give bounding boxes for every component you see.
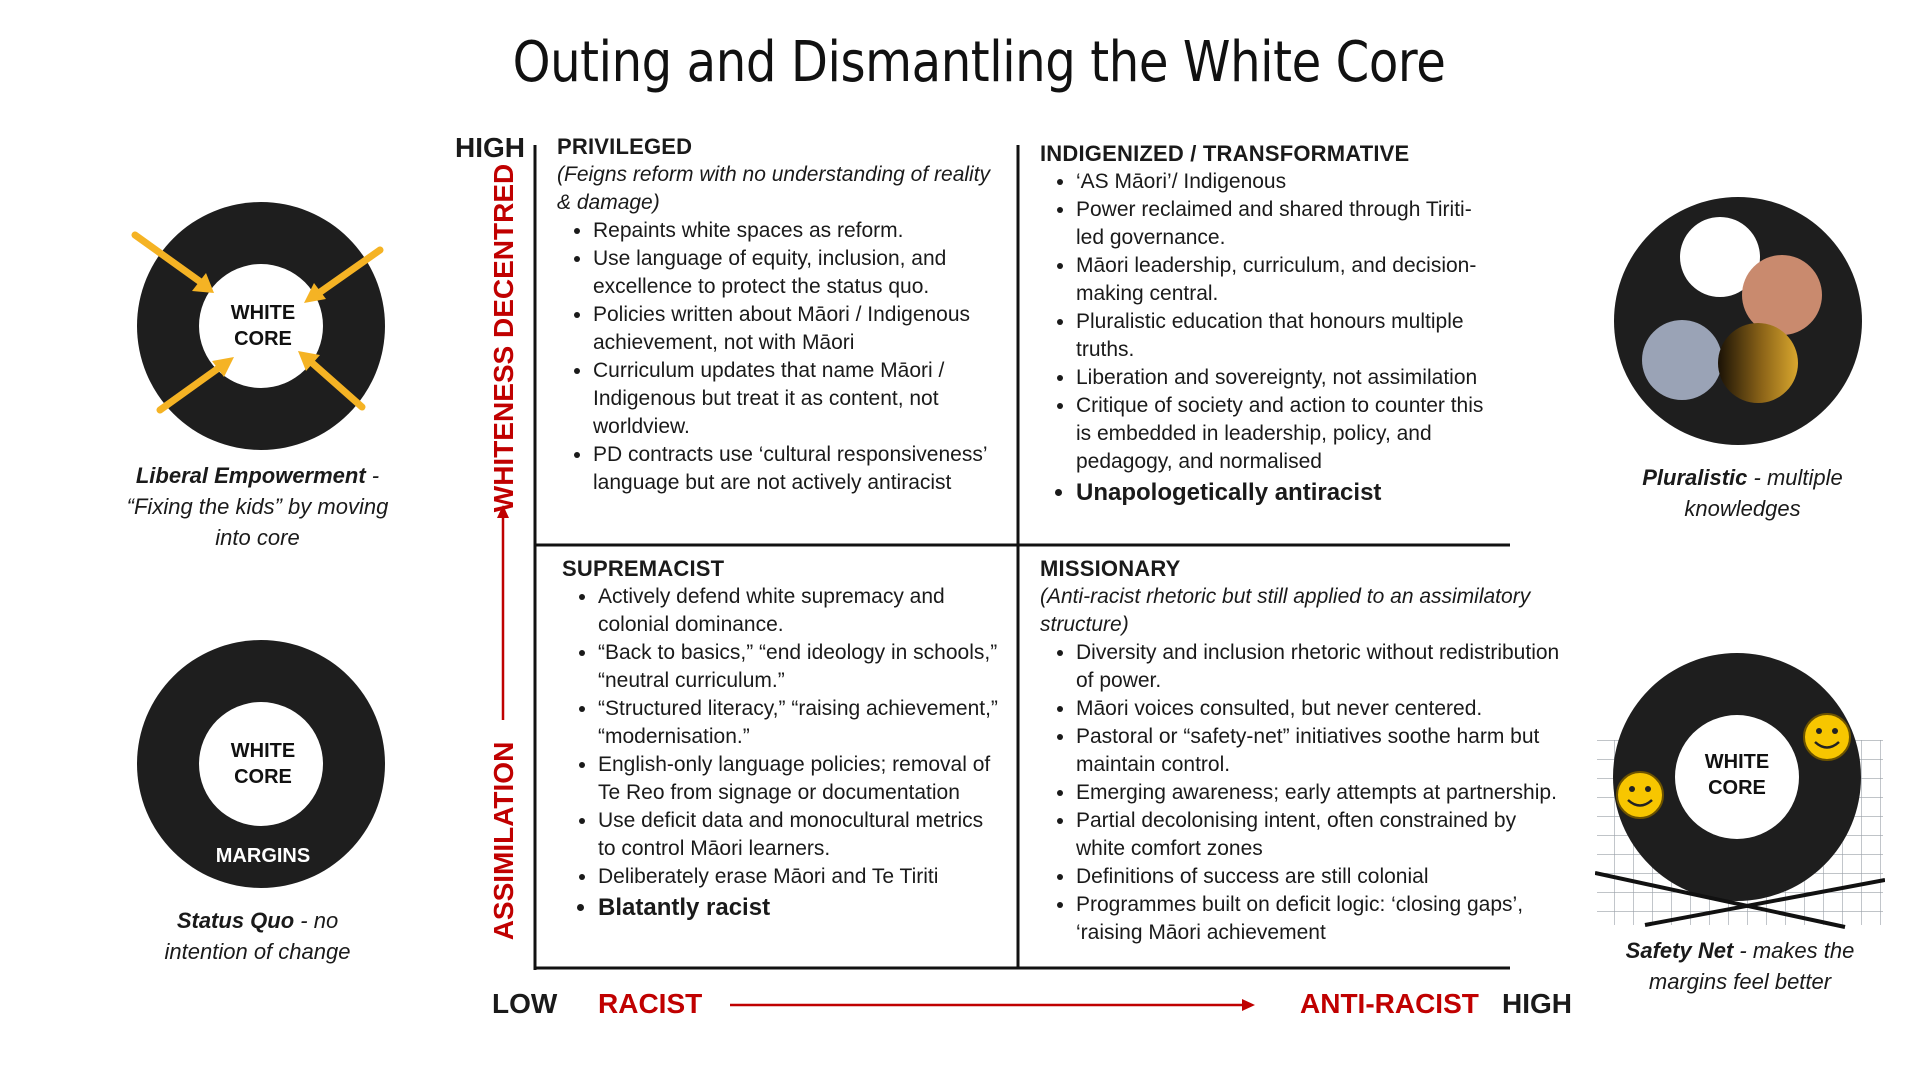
list-item: • Liberation and sovereignty, not assimilation [1076,364,1485,392]
quadrant-subtitle: (Anti-racist rhetoric but still applied to an assimilatory structure) [1040,585,1531,636]
list-item: • Emerging awareness; early attempts at partnership. [1076,779,1560,807]
list-item: • Use language of equity, inclusion, and excellence to protect the status quo. [593,245,997,301]
quadrant-heading: PRIVILEGED [557,134,693,159]
knowledge-circle-gold [1718,323,1798,403]
knowledge-circle-peach [1742,255,1822,335]
y-axis-top-label: WHITENESS DECENTRED [488,163,519,513]
list-item: • Māori voices consulted, but never centered. [1076,695,1560,723]
page-title: Outing and Dismantling the White Core [512,30,1446,95]
quadrant-missionary [1040,555,1560,947]
x-axis-right-label: ANTI-RACIST [1300,988,1479,1019]
x-axis-arrowhead [1242,999,1255,1011]
list-item: • Diversity and inclusion rhetoric without redistribution of power. [1076,639,1560,695]
list-item: • Repaints white spaces as reform. [593,217,997,245]
list-item: • Definitions of success are still colonial [1076,863,1560,891]
emphasis-item: • Blatantly racist [598,891,1002,925]
y-axis-bottom-label: ASSIMILATION [488,741,519,940]
x-axis-left-label: RACIST [598,988,703,1019]
model-name: Status Quo [176,908,295,933]
x-axis-low-label: LOW [492,988,558,1019]
white-core-label: WHITE CORE [230,302,296,350]
model-name: Safety Net [1625,938,1734,963]
list-item: • “Back to basics,” “end ideology in schools,” “neutral curriculum.” [598,639,1002,695]
quadrant-heading: INDIGENIZED / TRANSFORMATIVE [1040,141,1410,166]
list-item: • Programmes built on deficit logic: ‘closing gaps’, ‘raising Māori achievement [1076,891,1560,947]
model-description: - makes the margins feel better [1648,938,1855,994]
safety-net-caption [1620,935,1860,997]
list-item: • Pluralistic education that honours multiple truths. [1076,308,1485,364]
quadrant-privileged [557,133,997,497]
pluralistic-diagram [1612,195,1864,447]
emphasis-item: • Unapologetically antiracist [1076,476,1485,510]
smiley-face-icon [1804,714,1850,760]
quadrant-list [1040,168,1485,510]
quadrant-list [557,217,997,497]
list-item: • Power reclaimed and shared through Tiriti-led governance. [1076,196,1485,252]
pluralistic-caption [1620,462,1865,524]
list-item: • Actively defend white supremacy and colonial dominance. [598,583,1002,639]
list-item: • Critique of society and action to counter this is embedded in leadership, policy, and pedagogy, and normalised [1076,392,1485,476]
list-item: • Curriculum updates that name Māori / Indigenous but treat it as content, not worldview. [593,357,997,441]
list-item: • ‘AS Māori’/ Indigenous [1076,168,1485,196]
margins-label: MARGINS [215,845,311,867]
list-item: • “Structured literacy,” “raising achievement,” “modernisation.” [598,695,1002,751]
model-name: Liberal Empowerment [135,463,366,488]
quadrant-heading: SUPREMACIST [562,556,725,581]
white-core-label: WHITE CORE [230,740,296,788]
status-quo-caption [140,905,375,967]
quadrant-list [1040,639,1560,947]
list-item: • Use deficit data and monocultural metrics to control Māori learners. [598,807,1002,863]
list-item: • Deliberately erase Māori and Te Tiriti [598,863,1002,891]
list-item: • Policies written about Māori / Indigenous achievement, not with Māori [593,301,997,357]
smiley-face-icon [1617,772,1663,818]
model-name: Pluralistic [1642,465,1748,490]
quadrant-heading: MISSIONARY [1040,556,1181,581]
quadrant-supremacist [562,555,1002,925]
x-axis-high-label: HIGH [1502,988,1572,1019]
list-item: • Māori leadership, curriculum, and decision-making central. [1076,252,1485,308]
list-item: • PD contracts use ‘cultural responsiveness’ language but are not actively antiracist [593,441,997,497]
y-axis-high-label: HIGH [455,132,525,163]
quadrant-subtitle: (Feigns reform with no understanding of reality & damage) [557,163,991,214]
list-item: • Pastoral or “safety-net” initiatives soothe harm but maintain control. [1076,723,1560,779]
white-core-label: WHITE CORE [1704,751,1770,799]
liberal-empowerment-caption [125,460,390,553]
list-item: • Partial decolonising intent, often constrained by white comfort zones [1076,807,1560,863]
model-description: - multiple knowledges [1684,465,1843,521]
quadrant-list [562,583,1002,925]
model-description: - “Fixing the kids” by moving into core [126,463,389,550]
knowledge-circle-blue [1642,320,1722,400]
list-item: • English-only language policies; removal of Te Reo from signage or documentation [598,751,1002,807]
quadrant-indigenized [1040,140,1485,510]
model-description: - no intention of change [164,908,351,964]
